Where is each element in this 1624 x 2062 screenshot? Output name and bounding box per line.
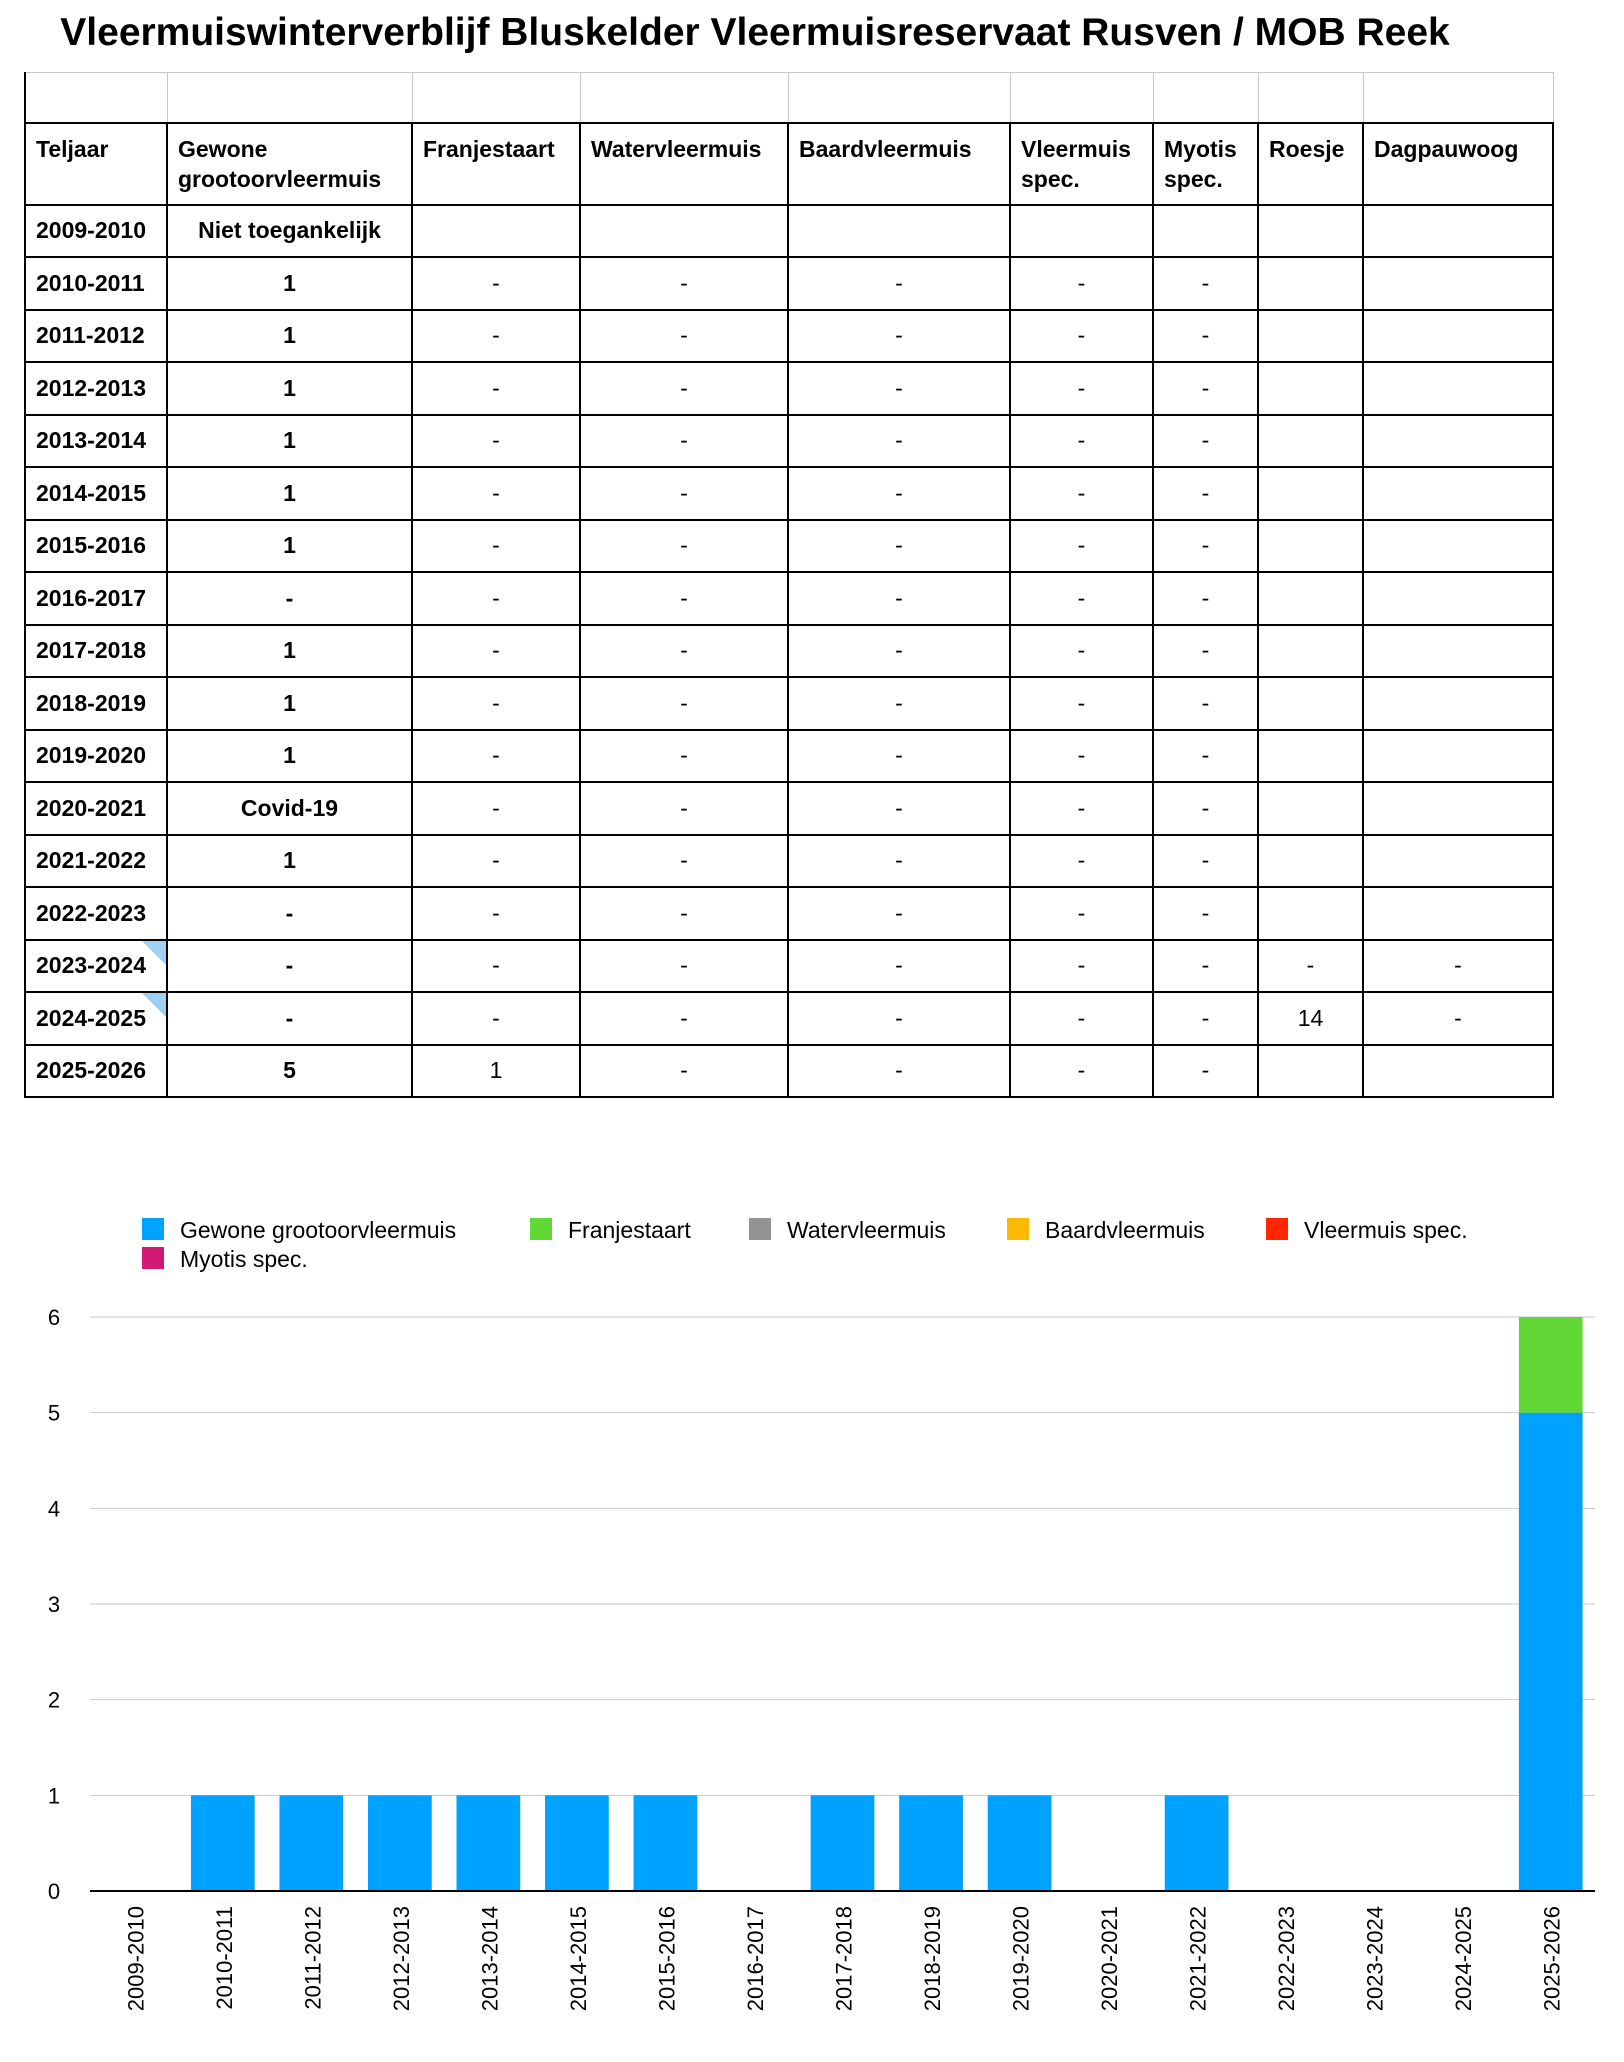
legend-label: Watervleermuis [787,1217,946,1243]
x-tick-label: 2010-2011 [211,1906,237,2010]
count-cell: - [167,940,412,993]
count-cell: 1 [167,677,412,730]
y-tick-label: 5 [47,1400,61,1426]
year-cell: 2021-2022 [25,835,167,888]
year-cell: 2023-2024 [25,940,167,993]
table-row [25,467,1553,520]
column-header: Watervleermuis [580,123,788,205]
count-cell: Niet toegankelijk [167,205,412,258]
count-cell: - [1010,1045,1153,1098]
count-cell: - [1153,362,1258,415]
count-cell: - [1363,940,1553,993]
x-tick-label: 2014-2015 [565,1906,591,2012]
x-tick-label: 2025-2026 [1539,1906,1565,2012]
count-cell: - [167,572,412,625]
count-cell: - [412,677,580,730]
count-cell: - [412,992,580,1045]
x-tick-label: 2017-2018 [831,1906,857,2012]
count-cell [1258,572,1363,625]
count-cell: - [788,467,1010,520]
count-cell: - [788,940,1010,993]
x-tick-label: 2015-2016 [654,1906,680,2012]
bar-segment [457,1795,521,1891]
x-tick-label: 2022-2023 [1274,1906,1300,2012]
count-cell [1363,835,1553,888]
count-cell: - [1153,257,1258,310]
count-cell: - [788,730,1010,783]
count-cell: 1 [167,310,412,363]
comment-marker-icon[interactable] [142,941,166,965]
year-cell: 2020-2021 [25,782,167,835]
bar-chart [0,1180,1624,2060]
count-cell: 1 [167,730,412,783]
count-cell: 1 [167,625,412,678]
legend-swatch [1266,1218,1288,1240]
x-tick-label: 2021-2022 [1185,1906,1211,2012]
table-row [25,835,1553,888]
table-row [25,257,1553,310]
table-row [25,625,1553,678]
count-cell: - [1010,257,1153,310]
y-tick-label: 2 [47,1687,61,1713]
legend-label: Franjestaart [568,1217,691,1243]
bar-segment [279,1795,343,1891]
count-cell [1363,625,1553,678]
count-cell: 1 [167,520,412,573]
count-cell [580,205,788,258]
count-cell: - [580,835,788,888]
bar-segment [634,1795,698,1891]
year-cell: 2024-2025 [25,992,167,1045]
x-tick-label: 2023-2024 [1362,1906,1388,2012]
legend-swatch [530,1218,552,1240]
year-cell: 2012-2013 [25,362,167,415]
count-cell: - [1010,940,1153,993]
count-cell: - [580,310,788,363]
table-row [25,887,1553,940]
count-cell: - [1010,625,1153,678]
table-spacer-row [25,73,1553,123]
count-cell: - [788,362,1010,415]
x-tick-label: 2020-2021 [1097,1906,1123,2012]
count-cell: - [1153,520,1258,573]
count-cell [1153,205,1258,258]
count-cell: 1 [167,257,412,310]
count-cell: - [1010,362,1153,415]
count-cell: - [580,1045,788,1098]
year-cell: 2009-2010 [25,205,167,258]
count-cell: - [1153,940,1258,993]
count-cell [1363,310,1553,363]
x-tick-label: 2012-2013 [388,1906,414,2012]
x-tick-label: 2016-2017 [742,1906,768,2012]
count-cell: - [412,782,580,835]
legend-label: Gewone grootoorvleermuis [180,1217,457,1243]
count-cell: - [412,467,580,520]
count-cell: - [1010,730,1153,783]
count-cell: - [580,730,788,783]
bar-segment [899,1795,963,1891]
count-cell: - [788,257,1010,310]
table-row [25,730,1553,783]
count-cell [1363,572,1553,625]
year-cell: 2017-2018 [25,625,167,678]
count-cell [1363,782,1553,835]
count-cell: - [412,520,580,573]
count-cell [1258,1045,1363,1098]
count-cell: - [788,520,1010,573]
count-cell: 1 [167,835,412,888]
year-cell: 2013-2014 [25,415,167,468]
count-cell: - [1010,835,1153,888]
count-cell: - [412,887,580,940]
year-cell: 2010-2011 [25,257,167,310]
count-cell: - [412,415,580,468]
count-cell [1363,467,1553,520]
bar-segment [1165,1795,1229,1891]
column-header: Dagpauwoog [1363,123,1553,205]
count-cell: - [1010,467,1153,520]
count-cell [1363,520,1553,573]
count-cell: - [1153,887,1258,940]
count-cell: - [1153,992,1258,1045]
page-title: Vleermuiswinterverblijf Bluskelder Vleermuisreservaat Rusven / MOB Reek [60,11,1450,54]
count-cell: - [1258,940,1363,993]
y-tick-label: 0 [47,1879,61,1904]
count-cell: - [788,677,1010,730]
count-cell [1258,415,1363,468]
count-cell: - [788,1045,1010,1098]
y-tick-label: 4 [47,1496,61,1522]
count-cell: - [1153,782,1258,835]
year-cell: 2019-2020 [25,730,167,783]
count-cell [1258,520,1363,573]
legend-label: Myotis spec. [180,1246,308,1272]
bar-segment [1519,1317,1583,1413]
count-cell: - [1010,992,1153,1045]
count-cell [1363,362,1553,415]
count-cell [1258,625,1363,678]
column-header: Teljaar [25,123,167,205]
count-cell: - [788,887,1010,940]
count-cell: Covid-19 [167,782,412,835]
count-cell [412,205,580,258]
count-cell: - [1010,415,1153,468]
count-cell: - [1010,520,1153,573]
table-row [25,1045,1553,1098]
count-cell: - [412,835,580,888]
x-tick-label: 2019-2020 [1008,1906,1034,2012]
table-row [25,782,1553,835]
table-row [25,940,1553,993]
legend-swatch [749,1218,771,1240]
count-cell [1363,257,1553,310]
count-cell [788,205,1010,258]
count-cell [1258,310,1363,363]
table-row [25,415,1553,468]
count-cell [1363,415,1553,468]
year-cell: 2014-2015 [25,467,167,520]
table-header-row [25,123,1553,205]
y-tick-label: 1 [47,1783,61,1809]
count-cell: - [580,520,788,573]
count-cell: - [1010,310,1153,363]
count-cell [1258,362,1363,415]
y-tick-label: 3 [47,1592,61,1617]
count-cell: - [1153,572,1258,625]
count-cell: - [1363,992,1553,1045]
year-cell: 2025-2026 [25,1045,167,1098]
table-row [25,205,1553,258]
year-cell: 2011-2012 [25,310,167,363]
count-cell [1363,205,1553,258]
comment-marker-icon[interactable] [142,993,166,1017]
count-cell: - [412,310,580,363]
count-cell: - [412,940,580,993]
count-cell: - [1153,835,1258,888]
count-cell: - [1010,572,1153,625]
count-cell: - [580,677,788,730]
count-cell: - [788,310,1010,363]
count-cell [1010,205,1153,258]
count-cell: - [1153,1045,1258,1098]
column-header: Franjestaart [412,123,580,205]
count-cell: - [580,572,788,625]
count-cell [1258,835,1363,888]
count-cell: - [580,362,788,415]
x-tick-label: 2013-2014 [477,1906,503,2012]
count-cell: - [412,572,580,625]
bar-segment [988,1795,1052,1891]
year-cell: 2018-2019 [25,677,167,730]
year-cell: 2022-2023 [25,887,167,940]
count-cell: 1 [412,1045,580,1098]
count-cell [1258,677,1363,730]
count-cell: - [412,257,580,310]
count-cell: - [580,887,788,940]
column-header: Gewone grootoorvleermuis [167,123,412,205]
count-cell: - [1010,887,1153,940]
count-cell: - [788,625,1010,678]
year-cell: 2015-2016 [25,520,167,573]
count-cell: - [580,782,788,835]
x-tick-label: 2024-2025 [1451,1906,1477,2012]
count-cell: 1 [167,467,412,520]
count-cell: - [580,257,788,310]
count-cell: - [167,992,412,1045]
count-cell: - [412,625,580,678]
count-cell: - [1153,730,1258,783]
table-row [25,677,1553,730]
count-cell: - [1010,677,1153,730]
count-cell: - [412,362,580,415]
count-cell: - [580,625,788,678]
count-cell: - [788,415,1010,468]
count-cell [1258,257,1363,310]
legend-swatch [142,1247,164,1269]
table-row [25,572,1553,625]
x-tick-label: 2009-2010 [123,1906,149,2012]
count-cell: - [788,992,1010,1045]
year-cell: 2016-2017 [25,572,167,625]
count-cell: - [1153,415,1258,468]
column-header: Myotis spec. [1153,123,1258,205]
y-tick-label: 6 [47,1305,61,1330]
count-cell [1258,782,1363,835]
legend-swatch [142,1218,164,1240]
legend-swatch [1007,1218,1029,1240]
count-cell: 1 [167,362,412,415]
count-cell: - [1153,310,1258,363]
column-header: Vleermuis spec. [1010,123,1153,205]
count-cell [1363,730,1553,783]
legend-label: Vleermuis spec. [1304,1217,1468,1243]
count-cell: - [1153,625,1258,678]
count-cell [1363,1045,1553,1098]
count-cell: 5 [167,1045,412,1098]
count-cell: - [580,467,788,520]
count-cell: - [1153,677,1258,730]
bar-segment [1519,1413,1583,1891]
bar-segment [191,1795,255,1891]
table-row [25,310,1553,363]
count-cell [1258,467,1363,520]
count-cell: - [788,835,1010,888]
x-tick-label: 2018-2019 [920,1906,946,2012]
table-row [25,992,1553,1045]
counts-table [24,72,1554,1098]
count-cell: - [580,992,788,1045]
count-cell: - [580,940,788,993]
bar-segment [368,1795,432,1891]
legend-label: Baardvleermuis [1045,1217,1205,1243]
table-row [25,362,1553,415]
bar-segment [545,1795,609,1891]
count-cell: - [580,415,788,468]
count-cell [1258,205,1363,258]
column-header: Baardvleermuis [788,123,1010,205]
count-cell [1258,730,1363,783]
count-cell [1363,887,1553,940]
table-row [25,520,1553,573]
count-cell: - [788,572,1010,625]
column-header: Roesje [1258,123,1363,205]
count-cell: - [1153,467,1258,520]
count-cell [1258,887,1363,940]
count-cell: - [167,887,412,940]
count-cell: - [788,782,1010,835]
count-cell: - [412,730,580,783]
count-cell [1363,677,1553,730]
count-cell: 1 [167,415,412,468]
x-tick-label: 2011-2012 [300,1906,326,2010]
count-cell: - [1010,782,1153,835]
bar-segment [811,1795,875,1891]
count-cell: 14 [1258,992,1363,1045]
